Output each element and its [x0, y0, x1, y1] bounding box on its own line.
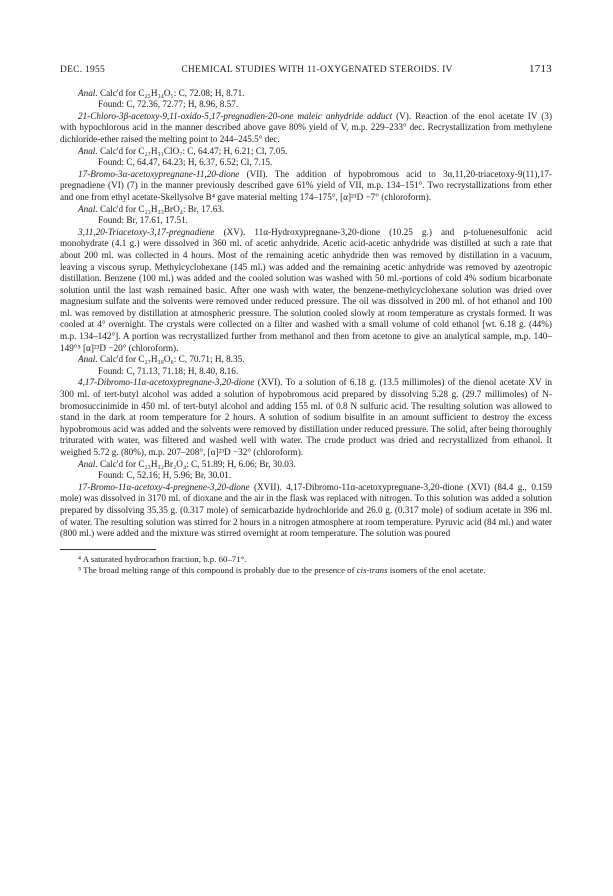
compound-paragraph: [60, 169, 552, 204]
analysis-calc: [60, 204, 552, 216]
header-date: DEC. 1955: [60, 65, 105, 75]
compound-name: 3,11,20-Triacetoxy-3,17-pregnadiene: [78, 226, 215, 237]
compound-paragraph: [60, 377, 552, 458]
analysis-calc: [60, 459, 552, 471]
analysis-found: Found: C, 64.47, 64.23; H, 6.37, 6.52; Cl, 7.15.: [98, 157, 273, 168]
compound-text: (XVI). To a solution of 6.18 g. (13.5 millimoles) of the dienol acetate XV in 300 ml. of tert-butyl alcohol was added a solution of hypobromous acid prepared by dissolving 5.28 g. (29.7 millimoles) of N-bromosuccinimide in 450 ml. of tert-butyl alcohol and adding 155 ml. of 0.8 N sulfuric acid. The resulting solution was allowed to stand in the dark at room temperature for 2 hours. A solution of sodium bisulfite in an amount sufficient to destroy the excess hypobromous acid was added and the solvents were removed by distillation under reduced pressure. The solid, after being thoroughly triturated with water, was filtered and washed well with water. The crude product was dried and recrystallized from ethanol. It weighed 5.72 g. (80%), m.p. 207–208°, [α]²³D −32° (chloroform).: [60, 377, 552, 457]
analysis-calc: [60, 146, 552, 158]
compound-name: 4,17-Dibromo-11α-acetoxypregnane-3,20-dione: [78, 377, 255, 388]
analysis-text: Calc'd for C₂₃H₃₂Br₂O₄: C, 51.89; H, 6.06; Br, 30.03.: [97, 458, 296, 469]
footnote-text: isomers of the enol acetate.: [387, 564, 486, 575]
analysis-label: Anal.: [78, 145, 98, 156]
compound-text: (XV). 11α-Hydroxypregnane-3,20-dione (10.25 g.) and p-toluenesulfonic acid monohydrate (4.1 g.) were dissolved in 360 ml. of acetic anhydride. Acetic acid-acetic anhydride was distilled at such a rate that about 200 ml. was collected in 4 hours. Most of the remaining acetic anhydride then was removed by distillation in a vacuum, leaving a viscous syrup. Methylcyclohexane (145 ml.) was added and the remaining acetic anhydride was removed by azeotropic distillation. Benzene (100 ml.) was added and the cooled solution was washed with 50 ml.-portions of cold 4% sodium bicarbonate solution until the last wash remained basic. After one wash with water, the benzene-methylcyclohexane solution was dried over magnesium sulfate and the solvents were removed under reduced pressure. The oil was dissolved in 200 ml. of hot ethanol and 100 ml. was removed by distillation at atmospheric pressure. The solution cooled slowly at room temperature as crystals formed. It was cooled at 4° overnight. The crystals were collected on a filter and washed with a small volume of cold ethanol [wt. 6.18 g. (44%) m.p. 134–142°]. A portion was recrystallized further from methanol and then from acetone to give an analytical sample, m.p. 140–149°⁵ [α]²³D −20° (chloroform).: [60, 226, 552, 353]
analysis-label: Anal.: [78, 203, 98, 214]
analysis-calc: [60, 88, 552, 100]
compound-text: (VII). The addition of hypobromous acid to 3α,11,20-triacetoxy-9(11),17-pregnadiene (VI) (7) in the manner previously described gave 61% yield of VII, m.p. 134–151°. Two recrystallizations from ether and one from ethyl acetate-Skellysolve B⁴ gave material melting 174–175°, [α]²³D −7° (chloroform).: [60, 168, 552, 202]
analysis-label: Anal.: [78, 87, 98, 98]
footnote-5: [60, 565, 552, 576]
compound-paragraph: [60, 227, 552, 355]
running-header: [60, 64, 552, 77]
analysis-label: Anal.: [78, 354, 98, 365]
footnote-4: ⁴ A saturated hydrocarbon fraction, b.p. 60–71°.: [78, 553, 247, 564]
compound-name: 17-Bromo-11α-acetoxy-4-pregnene-3,20-dione: [78, 481, 250, 492]
compound-name: 17-Bromo-3α-acetoxypregnane-11,20-dione: [78, 168, 240, 179]
analysis-found: Found: C, 72.36, 72.77; H, 8.96, 8.57.: [98, 99, 239, 110]
compound-text: (V). Reaction of the enol acetate IV (3) with hypochlorous acid in the manner described above gave 80% yield of V, m.p. 229–233° dec. Recrystallization from methylene dichloride-ether raised the melting point to 244–245.5° dec.: [60, 110, 553, 144]
footnote-divider: [60, 549, 156, 550]
compound-name: 21-Chloro-3β-acetoxy-9,11-oxido-5,17-pregnadien-20-one maleic anhydride adduct: [78, 110, 393, 121]
analysis-found: Found: C, 52.16; H, 5.96; Br, 30.01.: [98, 470, 232, 481]
analysis-found: Found: C, 71.13, 71.18; H, 8.40, 8.16.: [98, 365, 239, 376]
footnote-text: ⁵ The broad melting range of this compound is probably due to the presence of: [78, 564, 357, 575]
compound-paragraph: [60, 111, 552, 146]
analysis-found: Found: Br, 17.61, 17.51.: [98, 215, 188, 226]
analysis-text: Calc'd for C₂₅H₃₄O₅: C, 72.08; H, 8.71.: [97, 87, 245, 98]
analysis-calc: [60, 354, 552, 366]
journal-page: [60, 64, 552, 576]
page-number: 1713: [529, 63, 552, 75]
compound-paragraph: [60, 482, 552, 540]
analysis-text: Calc'd for C₂₇H₃₁ClO₇: C, 64.47; H, 6.21; Cl, 7.05.: [97, 145, 288, 156]
analysis-text: Calc'd for C₂₇H₃₈O₆: C, 70.71; H, 8.35.: [97, 354, 245, 365]
footnote-italic: cis-trans: [356, 564, 388, 575]
analysis-label: Anal.: [78, 458, 98, 469]
compound-text: (XVII). 4,17-Dibromo-11α-acetoxypregnane-3,20-dione (XVI) (84.4 g., 0.159 mole) was dissolved in 3170 ml. of dioxane and the air in the flask was replaced with nitrogen. To this solution was added a solution prepared by dissolving 35.35 g. (0.317 mole) of semicarbazide hydrochloride and 26.0 g. (0.317 mole) of sodium acetate in 396 ml. of water. The resulting solution was stirred for 2 hours in a nitrogen atmosphere at room temperature. Pyruvic acid (84 ml.) and water (800 ml.) were added and the mixture was stirred overnight at room temperature. The solution was poured: [60, 481, 552, 539]
analysis-text: Calc'd for C₂₃H₃₃BrO₄: Br, 17.63.: [97, 203, 225, 214]
header-title: CHEMICAL STUDIES WITH 11-OXYGENATED STEROIDS. IV: [181, 65, 453, 75]
